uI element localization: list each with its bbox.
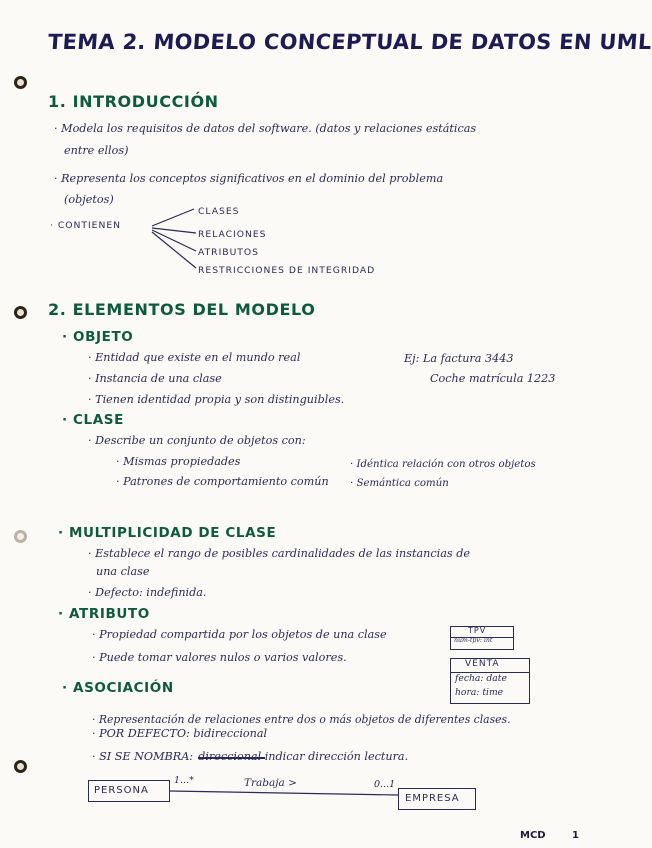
- intro-bullet-1-line-1: · Modela los requisitos de datos del software. (datos y relaciones estáticas: [54, 122, 477, 135]
- objeto-example-line-1: Ej: La factura 3443: [404, 352, 514, 365]
- clase-left-item-2: · Patrones de comportamiento común: [116, 475, 329, 488]
- objeto-example-line-2: Coche matrícula 1223: [430, 372, 556, 385]
- empresa-class-name: EMPRESA: [405, 793, 460, 804]
- objeto-heading: · OBJETO: [62, 329, 134, 345]
- objeto-item-3: · Tienen identidad propia y son distinguibles.: [88, 393, 345, 406]
- clase-left-item-1: · Mismas propiedades: [116, 455, 241, 468]
- intro-bullet-1-line-2: entre ellos): [64, 144, 129, 157]
- asociacion-line-3-suffix: indicar dirección lectura.: [264, 750, 409, 763]
- intro-bullet-2-line-1: · Representa los conceptos significativos en el dominio del problema: [54, 172, 444, 185]
- right-multiplicity: 0...1: [374, 779, 396, 790]
- contienen-label: · CONTIENEN: [50, 220, 122, 231]
- asociacion-line-2: · POR DEFECTO: bidireccional: [92, 727, 268, 740]
- clase-intro: · Describe un conjunto de objetos con:: [88, 434, 306, 447]
- asociacion-line-3-prefix: · SI SE NOMBRA:: [92, 750, 194, 763]
- clase-right-item-1: · Idéntica relación con otros objetos: [350, 459, 536, 470]
- page-number: 1: [572, 830, 579, 841]
- page-title: TEMA 2. MODELO CONCEPTUAL DE DATOS EN UML: [47, 30, 652, 54]
- intro-bullet-2-line-2: (objetos): [64, 193, 114, 206]
- persona-class-name: PERSONA: [94, 785, 149, 796]
- atributo-line-1: · Propiedad compartida por los objetos de una clase: [92, 628, 387, 641]
- tpv-class-attr: num-tpv: int: [454, 637, 493, 644]
- venta-attr-hora: hora: time: [455, 687, 504, 698]
- multiplicidad-line-1: · Establece el rango de posibles cardinalidades de las instancias de: [88, 547, 470, 560]
- multiplicidad-line-3: · Defecto: indefinida.: [88, 586, 207, 599]
- atributo-line-2: · Puede tomar valores nulos o varios valores.: [92, 651, 347, 664]
- clase-heading: · CLASE: [62, 412, 124, 428]
- venta-attr-fecha: fecha: date: [455, 673, 507, 684]
- section-2-heading: 2. ELEMENTOS DEL MODELO: [48, 300, 316, 319]
- section-1-heading: 1. INTRODUCCIÓN: [48, 92, 219, 111]
- asociacion-heading: · ASOCIACIÓN: [62, 680, 174, 696]
- atributo-heading: · ATRIBUTO: [58, 606, 150, 622]
- association-name: Trabaja >: [244, 777, 297, 789]
- multiplicidad-heading: · MULTIPLICIDAD DE CLASE: [58, 525, 277, 541]
- branch-clases: CLASES: [198, 206, 240, 217]
- asociacion-line-1: · Representación de relaciones entre dos o más objetos de diferentes clases.: [92, 713, 511, 726]
- objeto-item-1: · Entidad que existe en el mundo real: [88, 351, 301, 364]
- multiplicidad-line-2: una clase: [96, 565, 150, 578]
- objeto-item-2: · Instancia de una clase: [88, 372, 222, 385]
- branch-relaciones: RELACIONES: [198, 229, 267, 240]
- branch-restricciones: RESTRICCIONES DE INTEGRIDAD: [198, 265, 376, 276]
- empresa-class-box: [398, 788, 476, 810]
- tpv-class-name: TPV: [468, 626, 487, 635]
- branch-atributos: ATRIBUTOS: [198, 247, 259, 258]
- footer-initials: MCD: [520, 830, 546, 841]
- clase-right-item-2: · Semántica común: [350, 478, 449, 489]
- left-multiplicity: 1...*: [174, 775, 194, 786]
- venta-class-name: VENTA: [465, 659, 500, 669]
